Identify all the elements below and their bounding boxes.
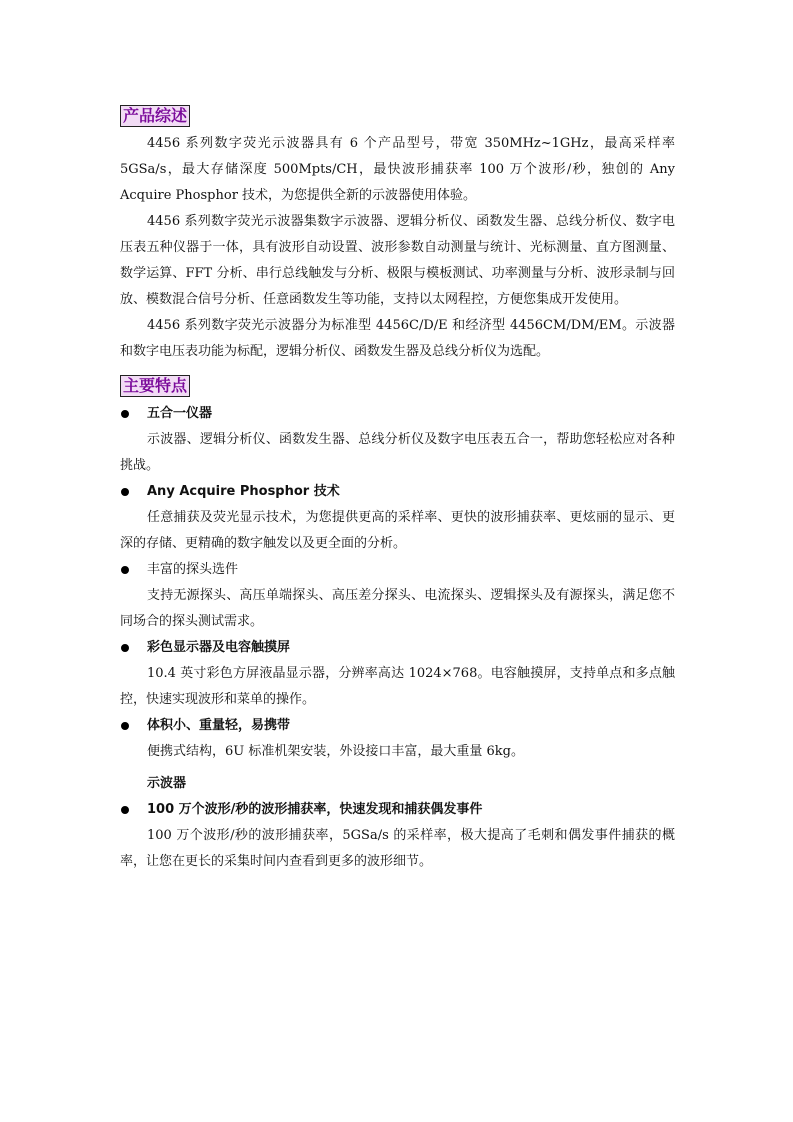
bullet-icon (121, 566, 129, 574)
feature-body: 示波器、逻辑分析仪、函数发生器、总线分析仪及数字电压表五合一，帮助您轻松应对各种挑战。 (120, 432, 675, 473)
feature-heading (120, 557, 675, 583)
overview-paragraph: 4456 系列数字荧光示波器集数字示波器、逻辑分析仪、函数发生器、总线分析仪、数字电压表五种仪器于一体，具有波形自动设置、波形参数自动测量与统计、光标测量、直方图测量、数学运算、FFT 分析、串行总线触发与分析、极限与模板测试、功率测量与分析、波形录制与回放、模数混合信号分析、任意函数发生等功能，支持以太网程控，方便您集成开发使用。 (120, 214, 675, 307)
feature-body: 100 万个波形/秒的波形捕获率，5GSa/s 的采样率，极大提高了毛刺和偶发事件捕获的概率，让您在更长的采集时间内查看到更多的波形细节。 (120, 828, 675, 869)
feature-heading-text: 体积小、重量轻，易携带 (147, 718, 291, 733)
oscilloscope-subheading: 示波器 (147, 776, 187, 791)
feature-body: 支持无源探头、高压单端探头、高压差分探头、电流探头、逻辑探头及有源探头，满足您不同场合的探头测试需求。 (120, 588, 675, 629)
feature-heading-text: 100 万个波形/秒的波形捕获率，快速发现和捕获偶发事件 (147, 802, 483, 817)
feature-heading (120, 479, 675, 505)
bullet-icon (121, 488, 129, 496)
features-section-title: 主要特点 (120, 375, 190, 397)
feature-heading-text: Any Acquire Phosphor 技术 (147, 484, 340, 499)
feature-heading (120, 797, 675, 823)
feature-body: 便携式结构，6U 标准机架安装，外设接口丰富，最大重量 6kg。 (147, 744, 524, 759)
bullet-icon (121, 644, 129, 652)
feature-heading-text: 丰富的探头选件 (147, 562, 239, 577)
feature-heading (120, 713, 675, 739)
feature-heading (120, 401, 675, 427)
overview-section-title: 产品综述 (120, 105, 190, 127)
feature-heading-text: 五合一仪器 (147, 406, 213, 421)
feature-body: 10.4 英寸彩色方屏液晶显示器，分辨率高达 1024×768。电容触摸屏，支持单点和多点触控，快速实现波形和菜单的操作。 (120, 666, 675, 707)
document-page (120, 105, 675, 875)
bullet-icon (121, 410, 129, 418)
feature-heading (120, 635, 675, 661)
feature-heading-text: 彩色显示器及电容触摸屏 (147, 640, 291, 655)
overview-paragraph: 4456 系列数字荧光示波器分为标准型 4456C/D/E 和经济型 4456CM/DM/EM。示波器和数字电压表功能为标配，逻辑分析仪、函数发生器及总线分析仪为选配。 (120, 318, 675, 359)
feature-body: 任意捕获及荧光显示技术，为您提供更高的采样率、更快的波形捕获率、更炫丽的显示、更深的存储、更精确的数字触发以及更全面的分析。 (120, 510, 675, 551)
bullet-icon (121, 806, 129, 814)
overview-paragraph: 4456 系列数字荧光示波器具有 6 个产品型号，带宽 350MHz~1GHz，最高采样率 5GSa/s，最大存储深度 500Mpts/CH，最快波形捕获率 100 万个波形/秒，独创的 Any Acquire Phosphor 技术，为您提供全新的示波器使用体验。 (120, 136, 675, 203)
bullet-icon (121, 722, 129, 730)
